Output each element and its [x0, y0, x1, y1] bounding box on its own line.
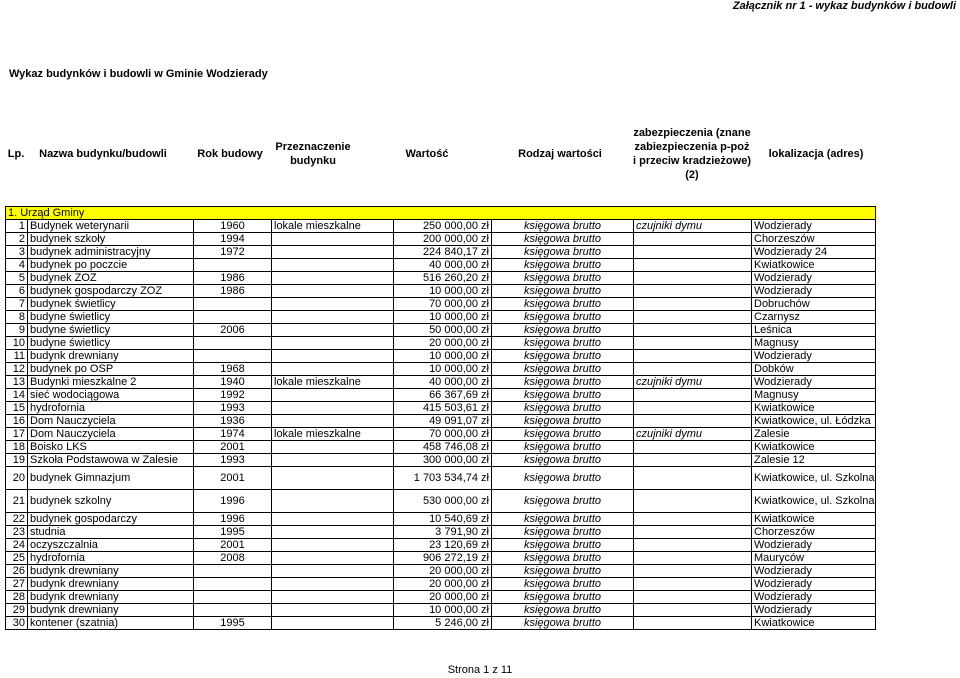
- cell-value-type: księgowa brutto: [492, 441, 634, 454]
- cell-name: kontener (szatnia): [28, 617, 194, 630]
- cell-location: Wodzierady: [752, 285, 876, 298]
- cell-value: 20 000,00 zł: [394, 565, 492, 578]
- header-lp: Lp.: [7, 148, 25, 160]
- cell-year: [194, 259, 272, 272]
- cell-purpose: lokale mieszkalne: [272, 220, 394, 233]
- cell-lp: 17: [6, 428, 28, 441]
- cell-name: budynk drewniany: [28, 350, 194, 363]
- cell-lp: 10: [6, 337, 28, 350]
- cell-value-type: księgowa brutto: [492, 428, 634, 441]
- cell-protection: [634, 337, 752, 350]
- cell-protection: [634, 415, 752, 428]
- cell-name: budynek ZOZ: [28, 272, 194, 285]
- cell-protection: [634, 539, 752, 552]
- cell-year: 1993: [194, 402, 272, 415]
- cell-value: 224 840,17 zł: [394, 246, 492, 259]
- cell-purpose: [272, 415, 394, 428]
- cell-name: Szkoła Podstawowa w Zalesie: [28, 454, 194, 467]
- cell-location: Kwiatkowice: [752, 402, 876, 415]
- cell-lp: 27: [6, 578, 28, 591]
- cell-name: budynek świetlicy: [28, 298, 194, 311]
- header-value-type: Rodzaj wartości: [518, 148, 602, 160]
- cell-value: 300 000,00 zł: [394, 454, 492, 467]
- cell-name: Dom Nauczyciela: [28, 415, 194, 428]
- cell-lp: 19: [6, 454, 28, 467]
- table-row: [6, 246, 876, 259]
- cell-name: budynek gospodarczy ZOZ: [28, 285, 194, 298]
- header-name: Nazwa budynku/budowli: [39, 148, 167, 160]
- cell-lp: 12: [6, 363, 28, 376]
- cell-value: 20 000,00 zł: [394, 337, 492, 350]
- cell-lp: 22: [6, 513, 28, 526]
- table-row: [6, 285, 876, 298]
- table-row: [6, 389, 876, 402]
- cell-lp: 30: [6, 617, 28, 630]
- cell-name: budynek gospodarczy: [28, 513, 194, 526]
- table-row: [6, 363, 876, 376]
- cell-value: 906 272,19 zł: [394, 552, 492, 565]
- cell-value: 70 000,00 zł: [394, 298, 492, 311]
- table-row: [6, 402, 876, 415]
- table-row: [6, 490, 876, 513]
- cell-lp: 5: [6, 272, 28, 285]
- cell-purpose: [272, 298, 394, 311]
- cell-value-type: księgowa brutto: [492, 490, 634, 513]
- cell-value: 40 000,00 zł: [394, 376, 492, 389]
- cell-value-type: księgowa brutto: [492, 591, 634, 604]
- cell-location: Chorzeszów: [752, 233, 876, 246]
- cell-year: 1940: [194, 376, 272, 389]
- cell-value-type: księgowa brutto: [492, 233, 634, 246]
- cell-value-type: księgowa brutto: [492, 552, 634, 565]
- cell-lp: 21: [6, 490, 28, 513]
- cell-lp: 4: [6, 259, 28, 272]
- table-row: [6, 350, 876, 363]
- cell-purpose: [272, 604, 394, 617]
- cell-name: Dom Nauczyciela: [28, 428, 194, 441]
- cell-value-type: księgowa brutto: [492, 389, 634, 402]
- cell-protection: [634, 402, 752, 415]
- table-row: [6, 513, 876, 526]
- cell-purpose: lokale mieszkalne: [272, 376, 394, 389]
- cell-name: budynek administracyjny: [28, 246, 194, 259]
- cell-purpose: [272, 539, 394, 552]
- cell-protection: [634, 490, 752, 513]
- cell-year: 2001: [194, 441, 272, 454]
- cell-value-type: księgowa brutto: [492, 363, 634, 376]
- cell-location: Kwiatkowice, ul. Szkolna: [752, 467, 876, 490]
- cell-value-type: księgowa brutto: [492, 259, 634, 272]
- cell-value-type: księgowa brutto: [492, 415, 634, 428]
- table-row: [6, 578, 876, 591]
- cell-value: 23 120,69 zł: [394, 539, 492, 552]
- cell-value-type: księgowa brutto: [492, 337, 634, 350]
- cell-location: Kwiatkowice: [752, 617, 876, 630]
- cell-lp: 3: [6, 246, 28, 259]
- page-number: Strona 1 z 11: [447, 664, 513, 676]
- cell-name: studnia: [28, 526, 194, 539]
- cell-value-type: księgowa brutto: [492, 604, 634, 617]
- cell-purpose: [272, 363, 394, 376]
- cell-lp: 8: [6, 311, 28, 324]
- cell-purpose: [272, 526, 394, 539]
- cell-location: Czarnysz: [752, 311, 876, 324]
- cell-year: 1995: [194, 526, 272, 539]
- cell-location: Wodzierady: [752, 272, 876, 285]
- cell-lp: 1: [6, 220, 28, 233]
- cell-value-type: księgowa brutto: [492, 617, 634, 630]
- cell-name: budyne świetlicy: [28, 311, 194, 324]
- cell-purpose: [272, 311, 394, 324]
- cell-purpose: [272, 467, 394, 490]
- cell-purpose: [272, 552, 394, 565]
- cell-lp: 24: [6, 539, 28, 552]
- cell-protection: czujniki dymu: [634, 428, 752, 441]
- table-row: [6, 591, 876, 604]
- cell-year: 1996: [194, 490, 272, 513]
- table-row: [6, 220, 876, 233]
- cell-purpose: [272, 591, 394, 604]
- cell-value-type: księgowa brutto: [492, 285, 634, 298]
- cell-protection: [634, 591, 752, 604]
- cell-lp: 14: [6, 389, 28, 402]
- cell-purpose: [272, 389, 394, 402]
- cell-lp: 28: [6, 591, 28, 604]
- cell-location: Kwiatkowice, ul. Łódzka: [752, 415, 876, 428]
- cell-value: 5 246,00 zł: [394, 617, 492, 630]
- table-row: [6, 565, 876, 578]
- cell-lp: 6: [6, 285, 28, 298]
- cell-purpose: [272, 272, 394, 285]
- cell-protection: [634, 246, 752, 259]
- cell-value: 10 000,00 zł: [394, 363, 492, 376]
- cell-name: Budynki mieszkalne 2: [28, 376, 194, 389]
- cell-value: 49 091,07 zł: [394, 415, 492, 428]
- cell-value-type: księgowa brutto: [492, 376, 634, 389]
- section-row: [6, 207, 876, 220]
- table-row: [6, 272, 876, 285]
- cell-value: 3 791,90 zł: [394, 526, 492, 539]
- cell-protection: [634, 454, 752, 467]
- annex-label: Załącznik nr 1 - wykaz budynków i budowli: [732, 0, 956, 12]
- cell-value-type: księgowa brutto: [492, 246, 634, 259]
- header-value: Wartość: [405, 148, 449, 160]
- cell-protection: [634, 233, 752, 246]
- table-row: [6, 526, 876, 539]
- cell-lp: 7: [6, 298, 28, 311]
- cell-location: Wodzierady: [752, 220, 876, 233]
- cell-lp: 11: [6, 350, 28, 363]
- cell-value: 10 000,00 zł: [394, 604, 492, 617]
- cell-value-type: księgowa brutto: [492, 526, 634, 539]
- cell-lp: 26: [6, 565, 28, 578]
- cell-year: 2001: [194, 467, 272, 490]
- cell-name: oczyszczalnia: [28, 539, 194, 552]
- cell-value-type: księgowa brutto: [492, 350, 634, 363]
- cell-purpose: [272, 259, 394, 272]
- cell-lp: 2: [6, 233, 28, 246]
- cell-value-type: księgowa brutto: [492, 220, 634, 233]
- cell-purpose: [272, 350, 394, 363]
- table-row: [6, 552, 876, 565]
- cell-location: Wodzierady: [752, 565, 876, 578]
- cell-value: 66 367,69 zł: [394, 389, 492, 402]
- cell-value-type: księgowa brutto: [492, 311, 634, 324]
- cell-name: budyne świetlicy: [28, 324, 194, 337]
- cell-year: 1986: [194, 272, 272, 285]
- cell-location: Zalesie: [752, 428, 876, 441]
- table-row: [6, 298, 876, 311]
- cell-protection: [634, 617, 752, 630]
- cell-year: [194, 591, 272, 604]
- cell-location: Wodzierady: [752, 376, 876, 389]
- cell-name: budynek po poczcie: [28, 259, 194, 272]
- section-title: 1. Urząd Gminy: [6, 207, 876, 220]
- cell-location: Zalesie 12: [752, 454, 876, 467]
- cell-purpose: [272, 285, 394, 298]
- cell-value-type: księgowa brutto: [492, 513, 634, 526]
- cell-protection: [634, 389, 752, 402]
- cell-location: Leśnica: [752, 324, 876, 337]
- cell-name: budyne świetlicy: [28, 337, 194, 350]
- table-row: [6, 259, 876, 272]
- cell-year: [194, 578, 272, 591]
- cell-purpose: [272, 565, 394, 578]
- document-title: Wykaz budynków i budowli w Gminie Wodzierady: [9, 68, 268, 80]
- cell-purpose: [272, 233, 394, 246]
- cell-purpose: lokale mieszkalne: [272, 428, 394, 441]
- table-row: [6, 233, 876, 246]
- cell-location: Wodzierady: [752, 539, 876, 552]
- cell-value-type: księgowa brutto: [492, 272, 634, 285]
- cell-protection: [634, 350, 752, 363]
- table-row: [6, 467, 876, 490]
- cell-lp: 18: [6, 441, 28, 454]
- cell-value: 10 540,69 zł: [394, 513, 492, 526]
- cell-name: budynek szkoły: [28, 233, 194, 246]
- header-protection: zabezpieczenia (znane zabiezpieczenia p-poż i przeciw kradzieżowe) (2): [633, 127, 751, 181]
- header-year: Rok budowy: [197, 148, 263, 160]
- cell-name: budynk drewniany: [28, 565, 194, 578]
- table-row: [6, 454, 876, 467]
- table-row: [6, 415, 876, 428]
- cell-value: 530 000,00 zł: [394, 490, 492, 513]
- cell-value: 20 000,00 zł: [394, 591, 492, 604]
- cell-value: 1 703 534,74 zł: [394, 467, 492, 490]
- cell-value: 516 260,20 zł: [394, 272, 492, 285]
- cell-purpose: [272, 454, 394, 467]
- cell-protection: [634, 272, 752, 285]
- table-row: [6, 324, 876, 337]
- header-purpose: Przeznaczenie budynku: [275, 141, 351, 167]
- buildings-table: [5, 206, 876, 630]
- cell-purpose: [272, 337, 394, 350]
- cell-year: 2008: [194, 552, 272, 565]
- cell-purpose: [272, 513, 394, 526]
- cell-value: 10 000,00 zł: [394, 311, 492, 324]
- cell-protection: [634, 259, 752, 272]
- cell-protection: [634, 285, 752, 298]
- table-row: [6, 337, 876, 350]
- cell-location: Dobków: [752, 363, 876, 376]
- cell-value: 40 000,00 zł: [394, 259, 492, 272]
- cell-protection: [634, 604, 752, 617]
- cell-year: 1986: [194, 285, 272, 298]
- cell-purpose: [272, 490, 394, 513]
- cell-year: 2006: [194, 324, 272, 337]
- cell-purpose: [272, 441, 394, 454]
- cell-value: 458 746,08 zł: [394, 441, 492, 454]
- cell-year: [194, 337, 272, 350]
- table-row: [6, 539, 876, 552]
- cell-name: Budynek weterynarii: [28, 220, 194, 233]
- cell-value: 10 000,00 zł: [394, 350, 492, 363]
- cell-location: Wodzierady: [752, 591, 876, 604]
- cell-name: budynek Gimnazjum: [28, 467, 194, 490]
- header-location: lokalizacja (adres): [768, 148, 864, 160]
- cell-value: 70 000,00 zł: [394, 428, 492, 441]
- cell-protection: [634, 565, 752, 578]
- cell-purpose: [272, 324, 394, 337]
- cell-location: Dobruchów: [752, 298, 876, 311]
- cell-protection: [634, 363, 752, 376]
- cell-lp: 15: [6, 402, 28, 415]
- cell-purpose: [272, 578, 394, 591]
- cell-value-type: księgowa brutto: [492, 565, 634, 578]
- table-row: [6, 441, 876, 454]
- cell-protection: [634, 298, 752, 311]
- cell-year: 1936: [194, 415, 272, 428]
- table-row: [6, 376, 876, 389]
- cell-value: 20 000,00 zł: [394, 578, 492, 591]
- cell-name: hydrofornia: [28, 552, 194, 565]
- cell-purpose: [272, 246, 394, 259]
- cell-location: Kwiatkowice, ul. Szkolna: [752, 490, 876, 513]
- cell-name: budynk drewniany: [28, 591, 194, 604]
- cell-location: Magnusy: [752, 337, 876, 350]
- cell-value-type: księgowa brutto: [492, 467, 634, 490]
- cell-value-type: księgowa brutto: [492, 539, 634, 552]
- cell-protection: [634, 513, 752, 526]
- table-row: [6, 604, 876, 617]
- table-header: [0, 100, 960, 208]
- cell-year: [194, 604, 272, 617]
- cell-year: 1995: [194, 617, 272, 630]
- cell-year: [194, 298, 272, 311]
- cell-lp: 29: [6, 604, 28, 617]
- cell-protection: [634, 526, 752, 539]
- cell-name: sieć wodociągowa: [28, 389, 194, 402]
- cell-location: Wodzierady 24: [752, 246, 876, 259]
- table-row: [6, 311, 876, 324]
- cell-protection: [634, 324, 752, 337]
- cell-lp: 9: [6, 324, 28, 337]
- cell-name: budynek po OSP: [28, 363, 194, 376]
- cell-lp: 16: [6, 415, 28, 428]
- cell-location: Kwiatkowice: [752, 259, 876, 272]
- cell-location: Wodzierady: [752, 604, 876, 617]
- cell-lp: 20: [6, 467, 28, 490]
- cell-year: 1996: [194, 513, 272, 526]
- cell-location: Magnusy: [752, 389, 876, 402]
- cell-year: 2001: [194, 539, 272, 552]
- cell-value: 200 000,00 zł: [394, 233, 492, 246]
- cell-protection: czujniki dymu: [634, 220, 752, 233]
- cell-purpose: [272, 402, 394, 415]
- cell-value-type: księgowa brutto: [492, 578, 634, 591]
- cell-value-type: księgowa brutto: [492, 324, 634, 337]
- cell-value-type: księgowa brutto: [492, 402, 634, 415]
- cell-lp: 23: [6, 526, 28, 539]
- cell-year: 1960: [194, 220, 272, 233]
- cell-purpose: [272, 617, 394, 630]
- cell-year: 1974: [194, 428, 272, 441]
- cell-protection: czujniki dymu: [634, 376, 752, 389]
- cell-year: [194, 311, 272, 324]
- cell-protection: [634, 441, 752, 454]
- cell-name: budynk drewniany: [28, 578, 194, 591]
- cell-year: 1994: [194, 233, 272, 246]
- cell-year: 1992: [194, 389, 272, 402]
- cell-protection: [634, 467, 752, 490]
- cell-value-type: księgowa brutto: [492, 454, 634, 467]
- cell-location: Kwiatkowice: [752, 441, 876, 454]
- cell-location: Wodzierady: [752, 350, 876, 363]
- cell-name: budynek szkolny: [28, 490, 194, 513]
- cell-value: 10 000,00 zł: [394, 285, 492, 298]
- cell-location: Chorzeszów: [752, 526, 876, 539]
- cell-year: 1972: [194, 246, 272, 259]
- cell-name: Boisko LKS: [28, 441, 194, 454]
- cell-name: hydrofornia: [28, 402, 194, 415]
- cell-lp: 25: [6, 552, 28, 565]
- cell-year: [194, 565, 272, 578]
- cell-year: 1993: [194, 454, 272, 467]
- cell-name: budynk drewniany: [28, 604, 194, 617]
- table-row: [6, 617, 876, 630]
- cell-protection: [634, 552, 752, 565]
- cell-year: [194, 350, 272, 363]
- cell-year: 1968: [194, 363, 272, 376]
- cell-protection: [634, 578, 752, 591]
- cell-value: 250 000,00 zł: [394, 220, 492, 233]
- cell-location: Kwiatkowice: [752, 513, 876, 526]
- cell-value-type: księgowa brutto: [492, 298, 634, 311]
- cell-location: Mauryców: [752, 552, 876, 565]
- cell-value: 415 503,61 zł: [394, 402, 492, 415]
- cell-value: 50 000,00 zł: [394, 324, 492, 337]
- cell-location: Wodzierady: [752, 578, 876, 591]
- table-row: [6, 428, 876, 441]
- cell-protection: [634, 311, 752, 324]
- cell-lp: 13: [6, 376, 28, 389]
